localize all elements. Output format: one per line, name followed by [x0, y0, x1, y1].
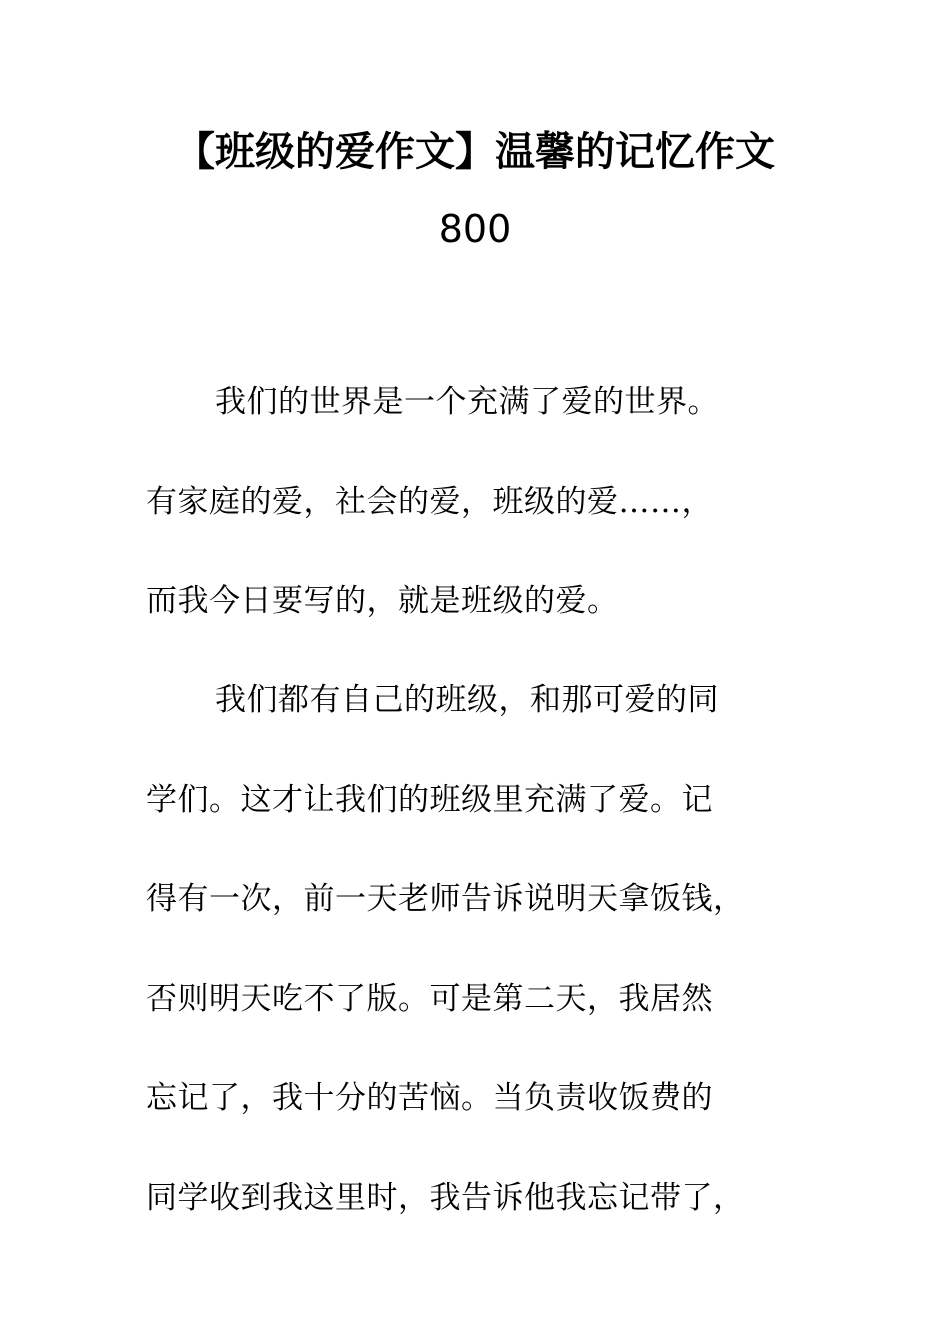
paragraph-line: 同学收到我这里时，我告诉他我忘记带了， [146, 1180, 745, 1216]
paragraph-line: 而我今日要写的，就是班级的爱。 [146, 583, 619, 619]
paragraph-line: 忘记了，我十分的苦恼。当负责收饭费的 [146, 1080, 713, 1116]
document-title: 【班级的爱作文】温馨的记忆作文 [175, 129, 775, 175]
paragraph-line: 有家庭的爱，社会的爱，班级的爱……， [146, 484, 713, 520]
paragraph-line: 得有一次，前一天老师告诉说明天拿饭钱， [146, 881, 745, 917]
document-title-number: 800 [438, 207, 512, 251]
paragraph-line: 否则明天吃不了版。可是第二天，我居然 [146, 981, 713, 1017]
paragraph-line: 我们的世界是一个充满了爱的世界。 [215, 384, 719, 420]
paragraph-line: 学们。这才让我们的班级里充满了爱。记 [146, 782, 713, 818]
paragraph-line: 我们都有自己的班级，和那可爱的同 [215, 682, 719, 718]
